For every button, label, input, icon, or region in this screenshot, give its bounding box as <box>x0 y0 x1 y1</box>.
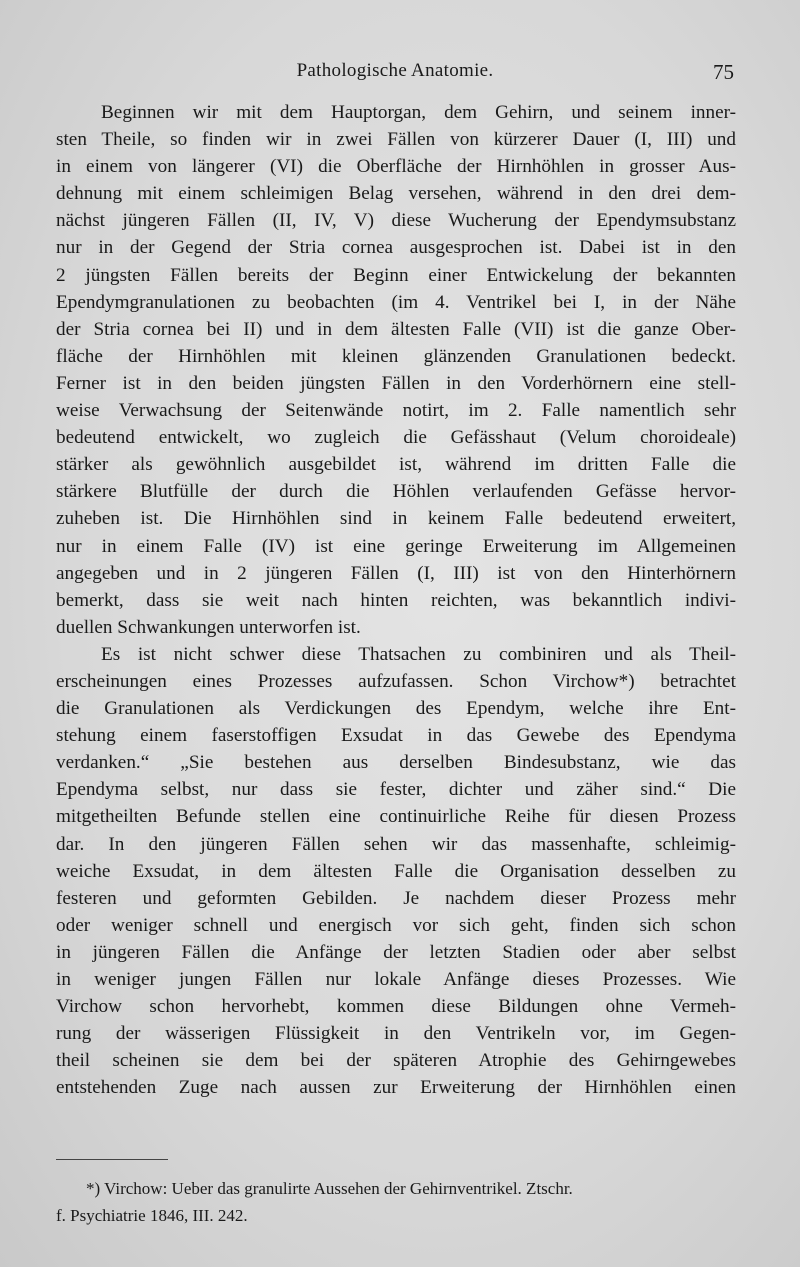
text-line: stärker als gewöhnlich ausgebildet ist, während im dritten Falle die <box>56 454 736 476</box>
text-line: Ependyma selbst, nur dass sie fester, dichter und zäher sind.“ Die <box>56 779 736 801</box>
text-line: entstehenden Zuge nach aussen zur Erweiterung der Hirnhöhlen einen <box>56 1077 736 1099</box>
text-line: weiche Exsudat, in dem ältesten Falle die Organisation desselben zu <box>56 860 736 882</box>
text-line: Ependymgranulationen zu beobachten (im 4. Ventrikel bei I, in der Nähe <box>56 291 736 313</box>
body-text <box>56 99 736 1101</box>
text-line: bedeutend entwickelt, wo zugleich die Gefässhaut (Velum choroideale) <box>56 427 736 449</box>
text-line: Beginnen wir mit dem Hauptorgan, dem Gehirn, und seinem inner- <box>101 102 736 123</box>
text-line: dar. In den jüngeren Fällen sehen wir das massenhafte, schleimig- <box>56 833 736 855</box>
text-line: verdanken.“ „Sie bestehen aus derselben Bindesubstanz, wie das <box>56 752 736 774</box>
text-line: bemerkt, dass sie weit nach hinten reichten, was bekanntlich indivi- <box>56 589 736 611</box>
text-line: angegeben und in 2 jüngeren Fällen (I, III) ist von den Hinterhörnern <box>56 562 736 584</box>
page-number: 75 <box>713 60 734 84</box>
running-head <box>56 60 734 86</box>
text-line: festeren und geformten Gebilden. Je nachdem dieser Prozess mehr <box>56 887 736 909</box>
text-line: in weniger jungen Fällen nur lokale Anfänge dieses Prozesses. Wie <box>56 969 736 990</box>
text-line: stehung einem faserstoffigen Exsudat in das Gewebe des Ependyma <box>56 725 736 747</box>
text-line: sten Theile, so finden wir in zwei Fällen von kürzerer Dauer (I, III) und <box>56 129 736 151</box>
footnote-rule <box>56 1159 168 1160</box>
running-title: Pathologische Anatomie. <box>296 60 494 81</box>
text-line: stärkere Blutfülle der durch die Höhlen verlaufenden Gefässe hervor- <box>56 481 736 503</box>
text-line: mitgetheilten Befunde stellen eine continuirliche Reihe für diesen Prozess <box>56 806 736 828</box>
text-line: nur in der Gegend der Stria cornea ausgesprochen ist. Dabei ist in den <box>56 237 736 259</box>
text-line: nächst jüngeren Fällen (II, IV, V) diese Wucherung der Ependymsubstanz <box>56 210 736 232</box>
text-line: der Stria cornea bei II) und in dem ältesten Falle (VII) ist die ganze Ober- <box>56 318 736 340</box>
text-line: in jüngeren Fällen die Anfänge der letzten Stadien oder aber selbst <box>56 941 736 963</box>
footnote-line: *) Virchow: Ueber das granulirte Aussehen der Gehirnventrikel. Ztschr. <box>86 1179 573 1198</box>
text-line: Es ist nicht schwer diese Thatsachen zu combiniren und als Theil- <box>101 643 736 665</box>
footnote-line: f. Psychiatrie 1846, III. 242. <box>56 1206 248 1225</box>
text-line: Virchow schon hervorhebt, kommen diese Bildungen ohne Vermeh- <box>56 996 736 1018</box>
text-line: erscheinungen eines Prozesses aufzufassen. Schon Virchow*) betrachtet <box>56 670 736 692</box>
text-line: nur in einem Falle (IV) ist eine geringe Erweiterung im Allgemeinen <box>56 535 736 557</box>
text-line: rung der wässerigen Flüssigkeit in den Ventrikeln vor, im Gegen- <box>56 1023 736 1045</box>
text-line: 2 jüngsten Fällen bereits der Beginn einer Entwickelung der bekannten <box>56 264 736 286</box>
footnote <box>56 1175 736 1229</box>
text-line: theil scheinen sie dem bei der späteren Atrophie des Gehirngewebes <box>56 1050 736 1072</box>
text-line: weise Verwachsung der Seitenwände notirt, im 2. Falle namentlich sehr <box>56 400 736 422</box>
text-line: zuheben ist. Die Hirnhöhlen sind in keinem Falle bedeutend erweitert, <box>56 508 736 530</box>
text-line: fläche der Hirnhöhlen mit kleinen glänzenden Granulationen bedeckt. <box>56 345 736 367</box>
text-line: Ferner ist in den beiden jüngsten Fällen in den Vorderhörnern eine stell- <box>56 372 736 394</box>
text-line: dehnung mit einem schleimigen Belag versehen, während in den drei dem- <box>56 183 736 205</box>
text-line: oder weniger schnell und energisch vor sich geht, finden sich schon <box>56 914 736 936</box>
text-line: duellen Schwankungen unterworfen ist. <box>56 616 361 638</box>
text-line: in einem von längerer (VI) die Oberfläche der Hirnhöhlen in grosser Aus- <box>56 156 736 178</box>
text-line: die Granulationen als Verdickungen des Ependym, welche ihre Ent- <box>56 698 736 720</box>
